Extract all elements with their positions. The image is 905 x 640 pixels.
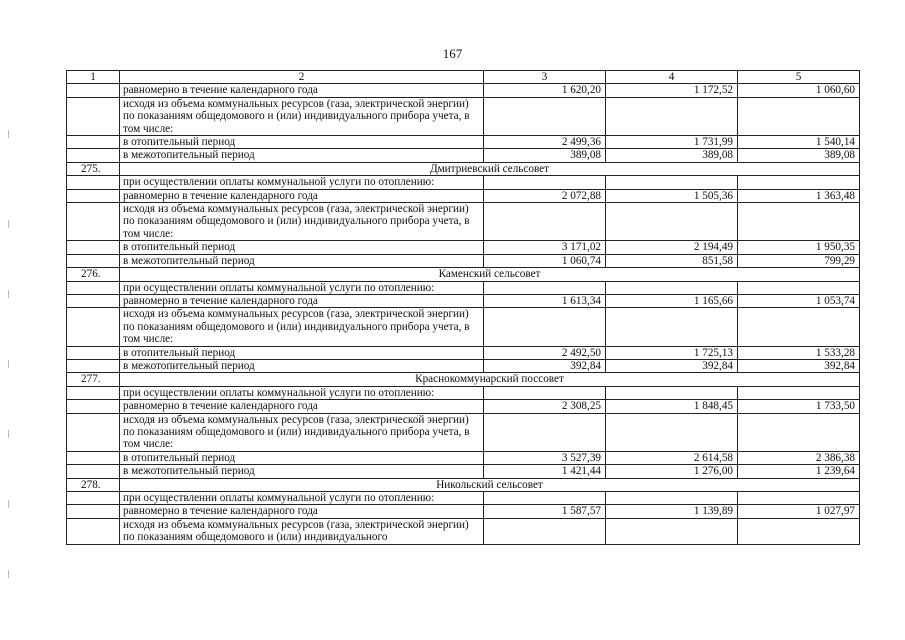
- empty-value-cell: [606, 413, 738, 451]
- value-cell: 1 725,13: [606, 346, 738, 359]
- col-header: 1: [67, 71, 120, 84]
- table-row: [67, 465, 860, 478]
- value-cell: 1 613,34: [484, 294, 606, 307]
- row-description: при осуществлении оплаты коммунальной услуги по отоплению:: [120, 281, 484, 294]
- text-row: [67, 386, 860, 399]
- value-cell: 2 308,25: [484, 400, 606, 413]
- table-row: [67, 149, 860, 162]
- empty-value-cell: [484, 203, 606, 241]
- empty-value-cell: [738, 308, 860, 346]
- table-row: [67, 254, 860, 267]
- value-cell: 851,58: [606, 254, 738, 267]
- value-cell: 2 499,36: [484, 136, 606, 149]
- table-row: [67, 505, 860, 518]
- value-cell: 1 165,66: [606, 294, 738, 307]
- section-title: Никольский сельсовет: [120, 478, 860, 491]
- value-cell: 1 533,28: [738, 346, 860, 359]
- value-cell: 799,29: [738, 254, 860, 267]
- table-row: [67, 294, 860, 307]
- value-cell: 389,08: [606, 149, 738, 162]
- value-cell: 1 733,50: [738, 400, 860, 413]
- section-header-row: [67, 268, 860, 281]
- row-number-cell: [67, 518, 120, 544]
- row-description: в отопительный период: [120, 346, 484, 359]
- row-description: в межотопительный период: [120, 149, 484, 162]
- row-number-cell: [67, 359, 120, 372]
- empty-value-cell: [738, 413, 860, 451]
- row-description: при осуществлении оплаты коммунальной услуги по отоплению:: [120, 386, 484, 399]
- row-description: в отопительный период: [120, 241, 484, 254]
- value-cell: 392,84: [606, 359, 738, 372]
- row-number-cell: [67, 413, 120, 451]
- section-number: 278.: [67, 478, 120, 491]
- row-number-cell: [67, 136, 120, 149]
- table-row: [67, 346, 860, 359]
- note-row: [67, 97, 860, 135]
- table-row: [67, 189, 860, 202]
- margin-mark: [8, 290, 9, 298]
- empty-value-cell: [484, 492, 606, 505]
- table-row: [67, 451, 860, 464]
- row-number-cell: [67, 189, 120, 202]
- row-description: при осуществлении оплаты коммунальной услуги по отоплению:: [120, 176, 484, 189]
- row-number-cell: [67, 176, 120, 189]
- row-description: в межотопительный период: [120, 254, 484, 267]
- table-row: [67, 241, 860, 254]
- row-number-cell: [67, 505, 120, 518]
- section-title: Дмитриевский сельсовет: [120, 162, 860, 175]
- value-cell: 1 620,20: [484, 84, 606, 97]
- row-description: в отопительный период: [120, 451, 484, 464]
- row-number-cell: [67, 400, 120, 413]
- section-header-row: [67, 478, 860, 491]
- row-description: исходя из объема коммунальных ресурсов (газа, электрической энергии) по показаниям общедомового и (или) индивидуального прибора учета, в том числе:: [120, 413, 484, 451]
- value-cell: 1 363,48: [738, 189, 860, 202]
- row-number-cell: [67, 84, 120, 97]
- page-number: 167: [442, 46, 463, 61]
- empty-value-cell: [738, 386, 860, 399]
- value-cell: 1 731,99: [606, 136, 738, 149]
- value-cell: 389,08: [738, 149, 860, 162]
- empty-value-cell: [738, 176, 860, 189]
- row-number-cell: [67, 386, 120, 399]
- margin-mark: [8, 220, 9, 228]
- row-description: равномерно в течение календарного года: [120, 84, 484, 97]
- row-number-cell: [67, 149, 120, 162]
- row-description: в отопительный период: [120, 136, 484, 149]
- row-number-cell: [67, 294, 120, 307]
- text-row: [67, 281, 860, 294]
- value-cell: 2 386,38: [738, 451, 860, 464]
- col-header: 5: [738, 71, 860, 84]
- row-number-cell: [67, 281, 120, 294]
- value-cell: 392,84: [484, 359, 606, 372]
- row-description: равномерно в течение календарного года: [120, 294, 484, 307]
- empty-value-cell: [484, 176, 606, 189]
- section-title: Каменский сельсовет: [120, 268, 860, 281]
- section-number: 276.: [67, 268, 120, 281]
- row-description: исходя из объема коммунальных ресурсов (газа, электрической энергии) по показаниям общедомового и (или) индивидуального прибора учета, в том числе:: [120, 97, 484, 135]
- section-header-row: [67, 373, 860, 386]
- row-number-cell: [67, 346, 120, 359]
- value-cell: 2 194,49: [606, 241, 738, 254]
- value-cell: 1 060,74: [484, 254, 606, 267]
- row-description: исходя из объема коммунальных ресурсов (газа, электрической энергии) по показаниям общедомового и (или) индивидуального прибора учета, в том числе:: [120, 308, 484, 346]
- col-header: 3: [484, 71, 606, 84]
- note-row: [67, 518, 860, 544]
- row-description: в межотопительный период: [120, 465, 484, 478]
- value-cell: 389,08: [484, 149, 606, 162]
- note-row: [67, 308, 860, 346]
- value-cell: 1 276,00: [606, 465, 738, 478]
- text-row: [67, 492, 860, 505]
- row-number-cell: [67, 492, 120, 505]
- tariff-table: [66, 70, 860, 545]
- row-number-cell: [67, 203, 120, 241]
- margin-mark: [8, 500, 9, 508]
- row-number-cell: [67, 465, 120, 478]
- margin-mark: [8, 570, 9, 578]
- value-cell: 2 492,50: [484, 346, 606, 359]
- empty-value-cell: [606, 308, 738, 346]
- empty-value-cell: [606, 386, 738, 399]
- empty-value-cell: [484, 281, 606, 294]
- value-cell: 1 053,74: [738, 294, 860, 307]
- table-header-row: [67, 71, 860, 84]
- row-number-cell: [67, 254, 120, 267]
- empty-value-cell: [484, 97, 606, 135]
- row-number-cell: [67, 451, 120, 464]
- row-description: равномерно в течение календарного года: [120, 189, 484, 202]
- row-description: исходя из объема коммунальных ресурсов (газа, электрической энергии) по показаниям общедомового и (или) индивидуального: [120, 518, 484, 544]
- row-number-cell: [67, 308, 120, 346]
- value-cell: 3 527,39: [484, 451, 606, 464]
- value-cell: 1 239,64: [738, 465, 860, 478]
- empty-value-cell: [606, 176, 738, 189]
- empty-value-cell: [606, 492, 738, 505]
- text-row: [67, 176, 860, 189]
- table-row: [67, 400, 860, 413]
- row-description: равномерно в течение календарного года: [120, 400, 484, 413]
- value-cell: 1 950,35: [738, 241, 860, 254]
- section-number: 275.: [67, 162, 120, 175]
- value-cell: 2 072,88: [484, 189, 606, 202]
- row-number-cell: [67, 97, 120, 135]
- empty-value-cell: [484, 413, 606, 451]
- value-cell: 1 505,36: [606, 189, 738, 202]
- empty-value-cell: [606, 97, 738, 135]
- table-row: [67, 359, 860, 372]
- margin-mark: [8, 360, 9, 368]
- value-cell: 1 848,45: [606, 400, 738, 413]
- empty-value-cell: [484, 518, 606, 544]
- row-description: при осуществлении оплаты коммунальной услуги по отоплению:: [120, 492, 484, 505]
- margin-mark: [8, 130, 9, 138]
- empty-value-cell: [484, 308, 606, 346]
- empty-value-cell: [738, 203, 860, 241]
- empty-value-cell: [606, 281, 738, 294]
- row-description: в межотопительный период: [120, 359, 484, 372]
- empty-value-cell: [484, 386, 606, 399]
- value-cell: 2 614,58: [606, 451, 738, 464]
- value-cell: 1 139,89: [606, 505, 738, 518]
- section-number: 277.: [67, 373, 120, 386]
- row-number-cell: [67, 241, 120, 254]
- col-header: 2: [120, 71, 484, 84]
- section-header-row: [67, 162, 860, 175]
- note-row: [67, 413, 860, 451]
- margin-mark: [8, 430, 9, 438]
- value-cell: 392,84: [738, 359, 860, 372]
- tariff-table-body: [67, 71, 860, 545]
- row-description: равномерно в течение календарного года: [120, 505, 484, 518]
- section-title: Краснокоммунарский поссовет: [120, 373, 860, 386]
- value-cell: 1 060,60: [738, 84, 860, 97]
- value-cell: 1 587,57: [484, 505, 606, 518]
- empty-value-cell: [606, 518, 738, 544]
- empty-value-cell: [738, 97, 860, 135]
- table-row: [67, 136, 860, 149]
- empty-value-cell: [738, 518, 860, 544]
- col-header: 4: [606, 71, 738, 84]
- table-row: [67, 84, 860, 97]
- empty-value-cell: [738, 492, 860, 505]
- value-cell: 1 421,44: [484, 465, 606, 478]
- value-cell: 1 027,97: [738, 505, 860, 518]
- value-cell: 1 172,52: [606, 84, 738, 97]
- empty-value-cell: [606, 203, 738, 241]
- value-cell: 1 540,14: [738, 136, 860, 149]
- value-cell: 3 171,02: [484, 241, 606, 254]
- empty-value-cell: [738, 281, 860, 294]
- note-row: [67, 203, 860, 241]
- row-description: исходя из объема коммунальных ресурсов (газа, электрической энергии) по показаниям общедомового и (или) индивидуального прибора учета, в том числе:: [120, 203, 484, 241]
